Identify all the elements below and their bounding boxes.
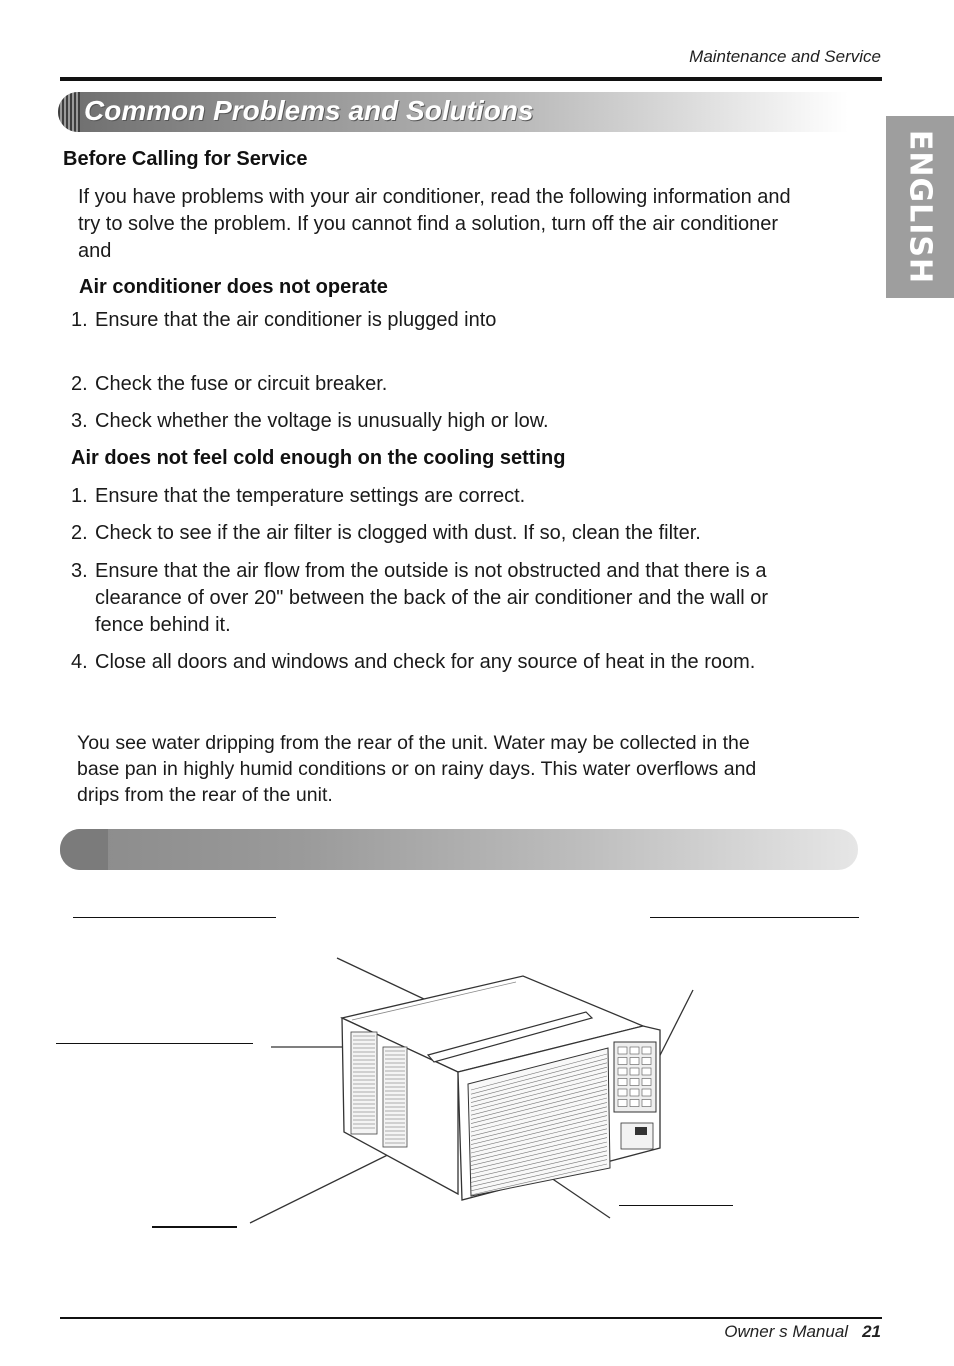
label-line (650, 917, 859, 918)
not-operate-heading: Air conditioner does not operate (79, 276, 388, 298)
label-line (73, 917, 276, 918)
not-cold-heading: Air does not feel cold enough on the cooling setting (71, 447, 566, 469)
section-banner (58, 92, 848, 132)
section-label: Maintenance and Service (689, 47, 881, 66)
list-item (71, 649, 865, 676)
list-item (71, 520, 865, 547)
item-text (95, 558, 865, 639)
page-number: 21 (862, 1322, 881, 1341)
banner-stripes (58, 92, 80, 132)
list-item (71, 483, 865, 510)
item-number: 1. (71, 309, 88, 331)
item-number: 3. (71, 410, 88, 432)
text-line: clearance of over 20" between the back of the air conditioner and the wall or (95, 587, 769, 609)
section-banner-2 (60, 829, 858, 870)
item-text: Close all doors and windows and check for any source of heat in the room. (95, 651, 756, 673)
text-line: fence behind it. (95, 614, 231, 636)
item-number: 4. (71, 651, 88, 673)
text-line: You see water dripping from the rear of the unit. Water may be collected in the (77, 732, 750, 754)
list-item (71, 558, 865, 639)
label-line (152, 1226, 237, 1228)
item-text: Ensure that the air conditioner is plugged into (95, 309, 497, 331)
label-line (56, 1043, 253, 1044)
text-line: Ensure that the air flow from the outside is not obstructed and that there is a (95, 560, 767, 582)
item-number: 2. (71, 522, 88, 544)
item-text: Check to see if the air filter is clogged with dust. If so, clean the filter. (95, 522, 701, 544)
item-number: 2. (71, 373, 88, 395)
text-line: If you have problems with your air conditioner, read the following information and (78, 186, 791, 208)
language-tab (886, 116, 954, 298)
item-text: Check whether the voltage is unusually high or low. (95, 410, 549, 432)
dripping-paragraph (77, 730, 867, 808)
manual-name: Owner s Manual (724, 1322, 849, 1341)
bottom-rule (60, 1317, 882, 1319)
list-item (71, 371, 865, 398)
item-number: 1. (71, 485, 88, 507)
text-line: try to solve the problem. If you cannot find a solution, turn off the air conditioner (78, 213, 779, 235)
page-footer (724, 1322, 881, 1342)
language-label: ENGLISH (902, 129, 938, 285)
before-calling-heading: Before Calling for Service (63, 148, 308, 170)
item-text: Check the fuse or circuit breaker. (95, 373, 388, 395)
air-conditioner-illustration (240, 950, 710, 1230)
list-item (71, 408, 865, 435)
before-calling-paragraph (78, 184, 888, 265)
banner-segment (60, 829, 108, 870)
text-line: and (78, 240, 112, 262)
item-text: Ensure that the temperature settings are correct. (95, 485, 526, 507)
item-number: 3. (71, 560, 88, 582)
text-line: drips from the rear of the unit. (77, 784, 333, 806)
list-item (71, 307, 865, 334)
page-title: Common Problems and Solutions (84, 95, 534, 126)
top-rule (60, 77, 882, 81)
text-line: base pan in highly humid conditions or on rainy days. This water overflows and (77, 758, 757, 780)
